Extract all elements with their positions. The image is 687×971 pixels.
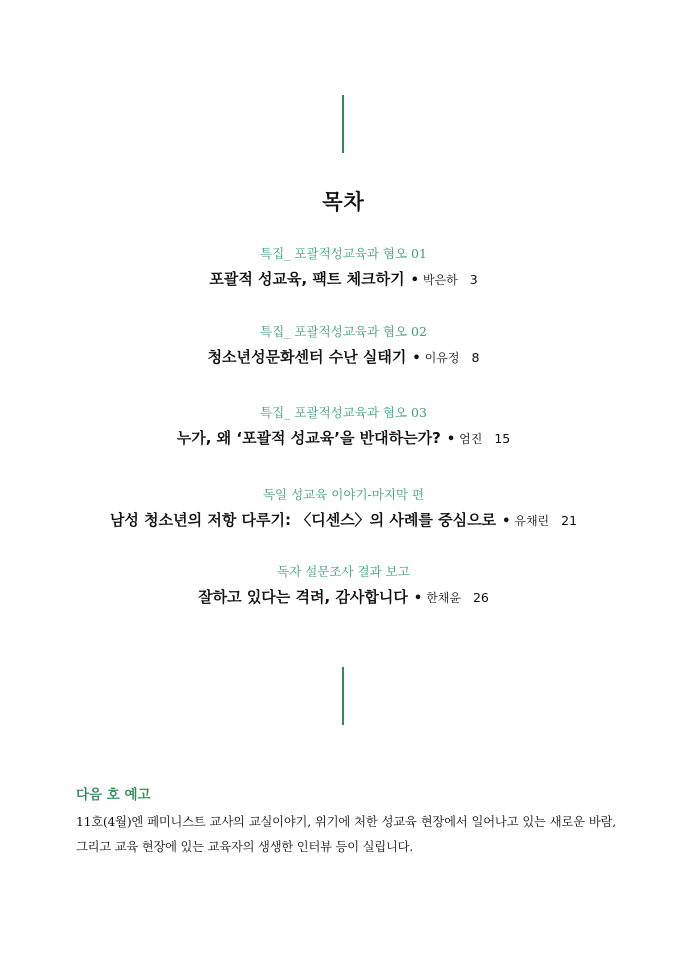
toc-entry-line	[0, 509, 687, 533]
toc-entry-author: 유채린	[514, 514, 550, 528]
toc-entry-author: 박은하	[422, 273, 458, 287]
toc-entry-author: 엄진	[459, 432, 483, 446]
toc-entry-4[interactable]	[0, 487, 687, 533]
toc-entry-title[interactable]: 청소년성문화센터 수난 실태기	[207, 348, 407, 366]
toc-entry-title[interactable]: 남성 청소년의 저항 다루기: 〈디센스〉의 사례를 중심으로	[109, 511, 497, 529]
bullet-dot: •	[413, 591, 423, 606]
toc-entry-kicker: 독일 성교육 이야기-마지막 편	[262, 487, 425, 502]
toc-entry-page-number: 3	[469, 272, 478, 287]
toc-entry-1[interactable]	[0, 246, 687, 292]
toc-entry-page-number: 26	[472, 590, 489, 605]
bullet-dot: •	[410, 273, 419, 288]
bullet-dot: •	[412, 351, 421, 366]
next-issue-preview	[76, 786, 616, 860]
toc-entry-title[interactable]: 누가, 왜 ‘포괄적 성교육’을 반대하는가?	[176, 429, 441, 447]
toc-entry-author: 한채윤	[426, 591, 461, 605]
toc-entry-line	[0, 427, 687, 451]
toc-entry-3[interactable]	[0, 405, 687, 451]
bullet-dot: •	[502, 514, 511, 529]
toc-entry-page-number: 21	[561, 513, 578, 528]
toc-entry-5[interactable]	[0, 564, 687, 610]
toc-entry-line	[0, 346, 687, 370]
toc-entry-author: 이유정	[424, 351, 460, 365]
toc-entry-kicker: 특집_ 포괄적성교육과 혐오 02	[260, 324, 427, 339]
toc-title: 목차	[322, 190, 365, 214]
toc-entry-page-number: 15	[494, 431, 511, 446]
toc-entry-2[interactable]	[0, 324, 687, 370]
top-divider-line	[342, 95, 344, 153]
bottom-divider-line	[342, 667, 344, 725]
toc-entry-kicker: 독자 설문조사 결과 보고	[277, 564, 410, 579]
bullet-dot: •	[446, 432, 456, 447]
toc-entry-page-number: 8	[471, 350, 480, 365]
next-issue-body: 11호(4월)엔 페미니스트 교사의 교실이야기, 위기에 처한 성교육 현장에서 일어나고 있는 새로운 바람, 그리고 교육 현장에 있는 교육자의 생생한 인터뷰 등이 실립니다.	[76, 815, 616, 854]
next-issue-heading: 다음 호 예고	[76, 787, 151, 803]
toc-entry-kicker: 특집_ 포괄적성교육과 혐오 03	[260, 405, 427, 420]
toc-entry-line	[0, 268, 687, 292]
toc-entry-line	[0, 586, 687, 610]
toc-entry-kicker: 특집_ 포괄적성교육과 혐오 01	[260, 246, 427, 261]
toc-entry-title[interactable]: 잘하고 있다는 격려, 감사합니다	[198, 588, 408, 606]
toc-entry-title[interactable]: 포괄적 성교육, 팩트 체크하기	[209, 270, 405, 288]
